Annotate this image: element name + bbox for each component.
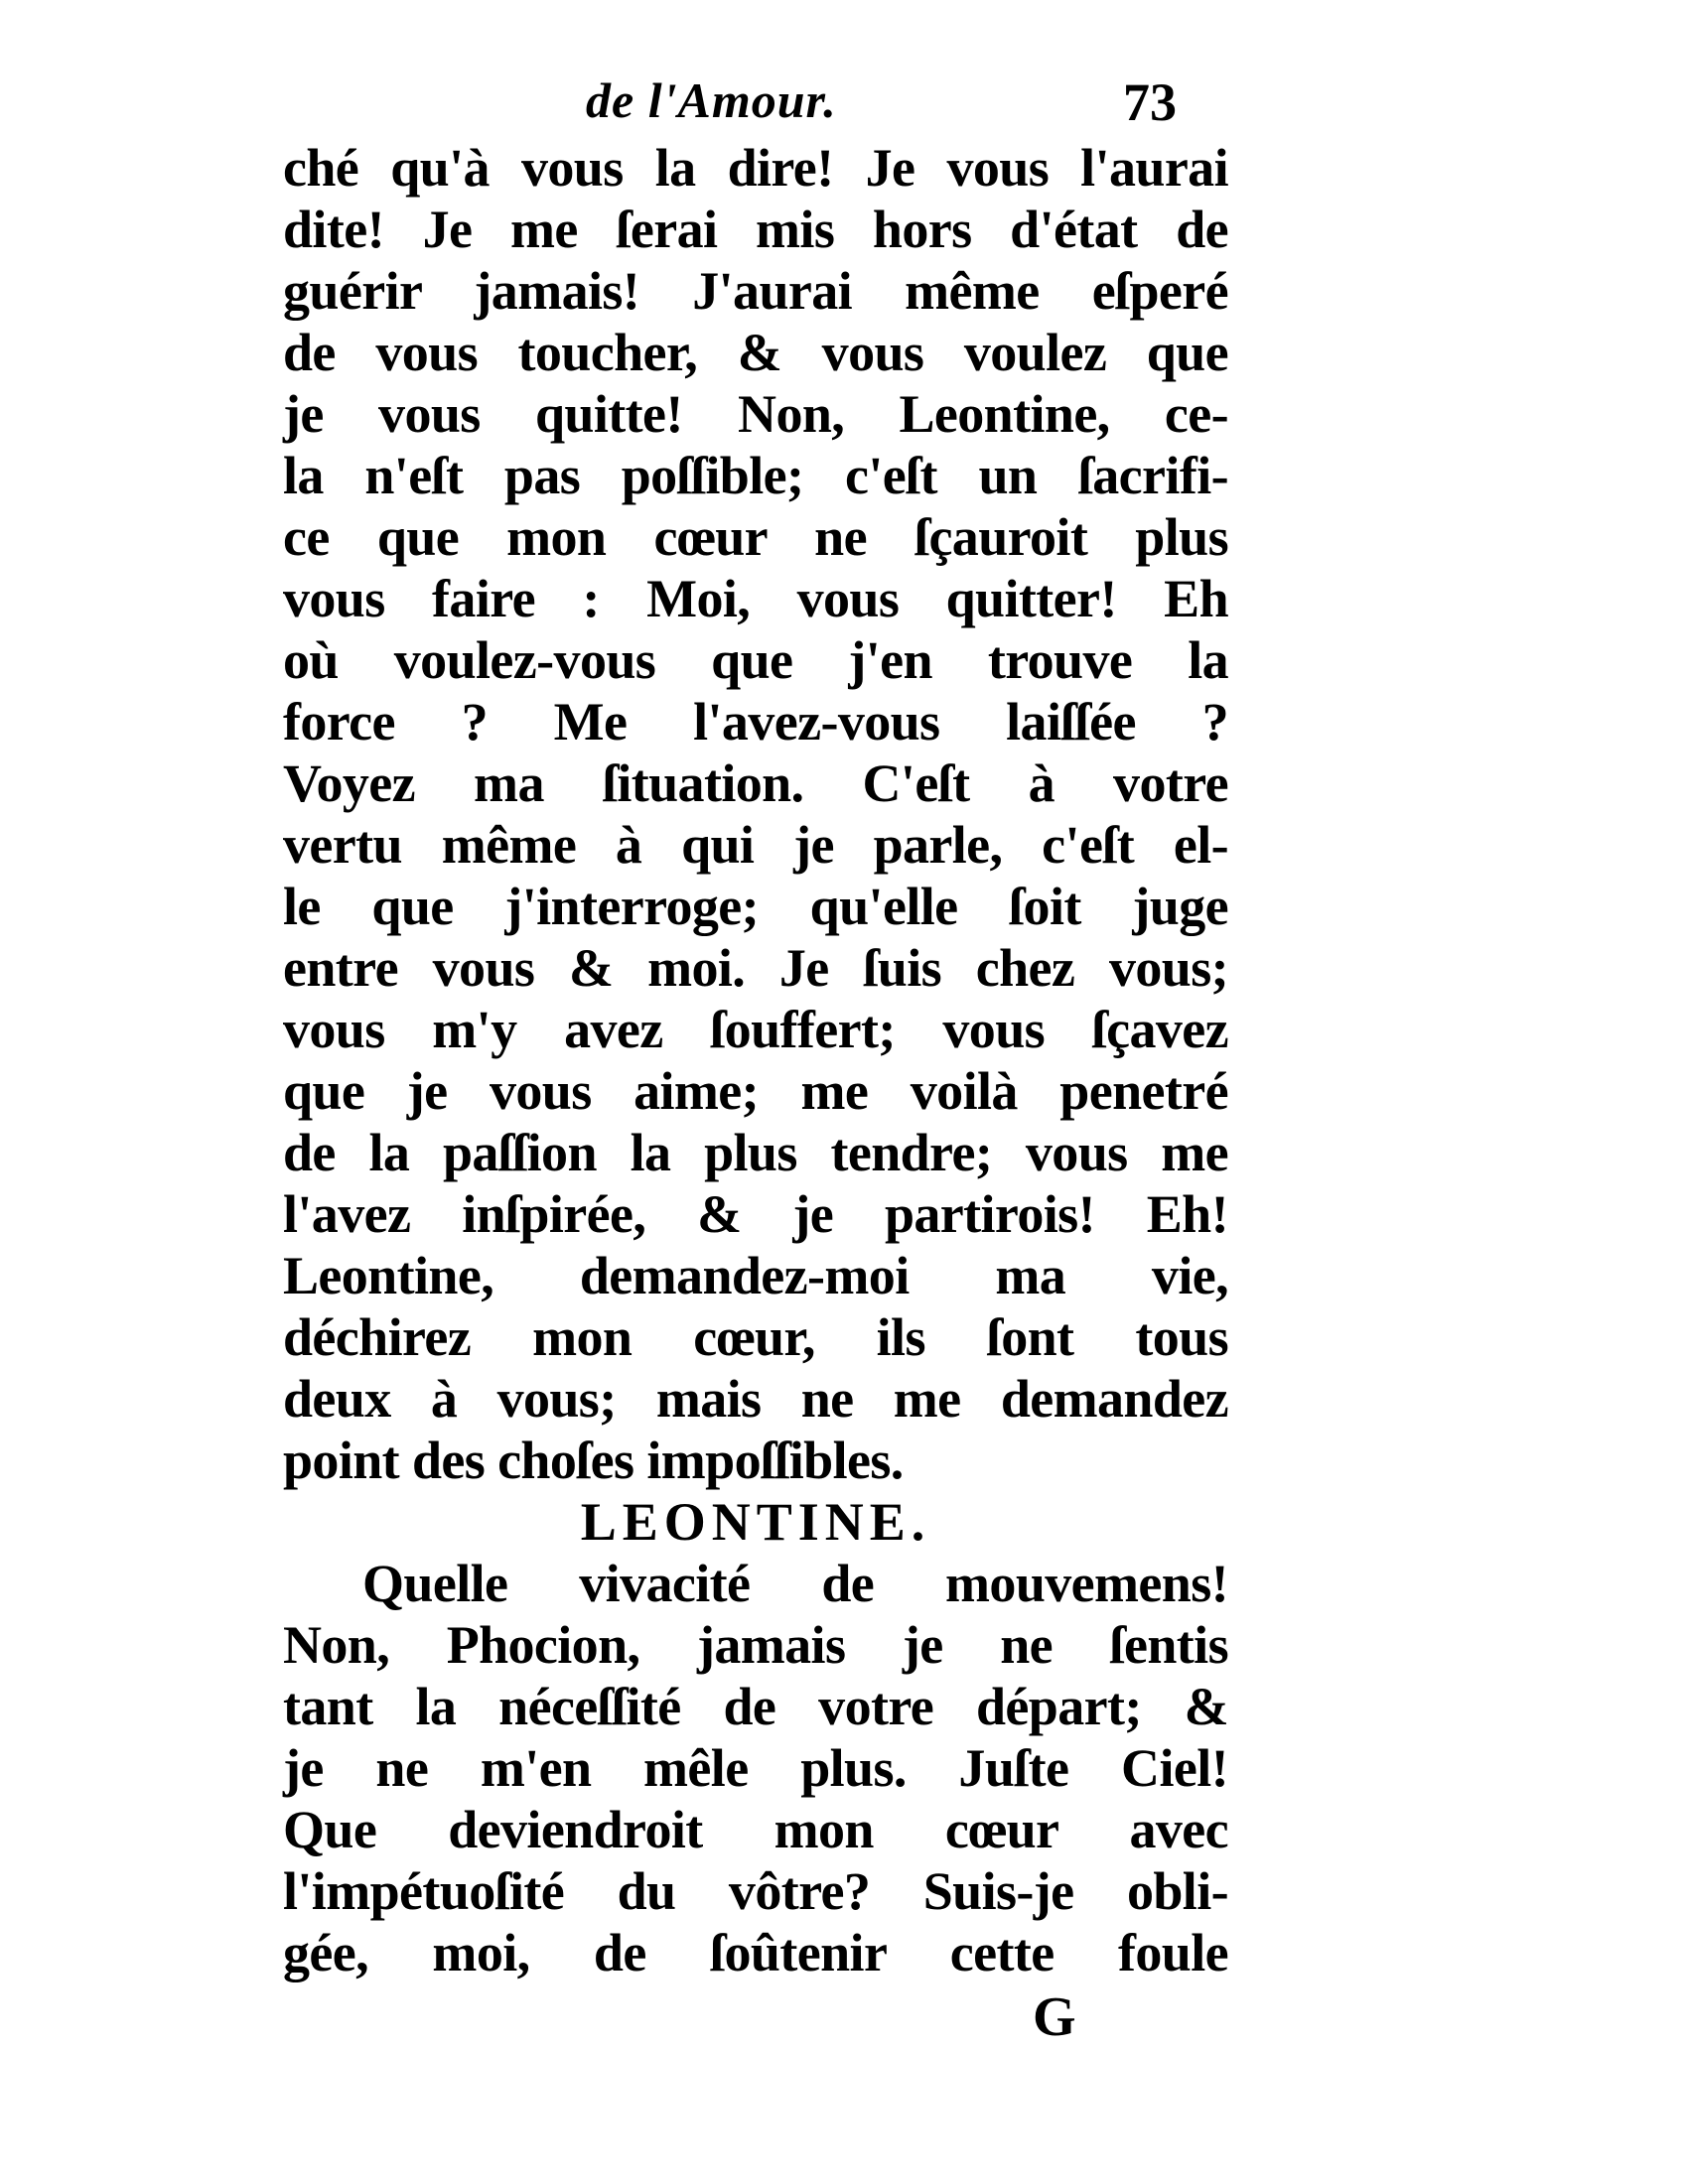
text-line: la n'eſt pas poſſible; c'eſt un ſacrifi- — [283, 446, 1228, 505]
reply-line: je ne m'en mêle plus. Juſte Ciel! — [283, 1738, 1228, 1798]
text-line: deux à vous; mais ne me demandez — [283, 1369, 1228, 1429]
reply-line: gée, moi, de ſoûtenir cette foule — [283, 1923, 1228, 1982]
text-line: l'avez inſpirée, & je partirois! Eh! — [283, 1184, 1228, 1244]
reply-line: Quelle vivacité de mouvemens! — [362, 1554, 1228, 1613]
page-number: 73 — [1123, 72, 1177, 132]
running-title: de l'Amour. — [586, 72, 837, 128]
text-line: point des choſes impoſſibles. — [283, 1431, 904, 1490]
text-line: déchirez mon cœur, ils ſont tous — [283, 1307, 1228, 1367]
text-line: vous m'y avez ſouffert; vous ſçavez — [283, 1000, 1228, 1059]
text-line: où voulez-vous que j'en trouve la — [283, 630, 1228, 690]
signature-mark: G — [1033, 1986, 1076, 2048]
reply-line: Que deviendroit mon cœur avec — [283, 1800, 1228, 1859]
reply-line: tant la néceſſité de votre départ; & — [283, 1677, 1228, 1736]
text-line: vous faire : Moi, vous quitter! Eh — [283, 569, 1228, 628]
text-line: guérir jamais! J'aurai même eſperé — [283, 261, 1228, 321]
text-line: ché qu'à vous la dire! Je vous l'aurai — [283, 138, 1228, 198]
speaker-name: LEONTINE. — [580, 1492, 931, 1552]
reply-line: l'impétuoſité du vôtre? Suis-je obli- — [283, 1861, 1228, 1921]
text-line: le que j'interroge; qu'elle ſoit juge — [283, 877, 1228, 936]
text-line: vertu même à qui je parle, c'eſt el- — [283, 815, 1228, 875]
text-line: de la paſſion la plus tendre; vous me — [283, 1123, 1228, 1182]
reply-line: Non, Phocion, jamais je ne ſentis — [283, 1615, 1228, 1675]
text-line: de vous toucher, & vous voulez que — [283, 323, 1228, 382]
text-line: que je vous aime; me voilà penetré — [283, 1061, 1228, 1121]
page-header — [283, 71, 1226, 131]
text-line: dite! Je me ſerai mis hors d'état de — [283, 200, 1228, 259]
text-line: ce que mon cœur ne ſçauroit plus — [283, 507, 1228, 567]
text-line: entre vous & moi. Je ſuis chez vous; — [283, 938, 1228, 998]
text-line: Leontine, demandez-moi ma vie, — [283, 1246, 1228, 1305]
page-body — [283, 137, 1228, 1983]
text-line: Voyez ma ſituation. C'eſt à votre — [283, 753, 1228, 813]
text-line: force ? Me l'avez-vous laiſſée ? — [283, 692, 1228, 751]
text-line: je vous quitte! Non, Leontine, ce- — [283, 384, 1228, 444]
